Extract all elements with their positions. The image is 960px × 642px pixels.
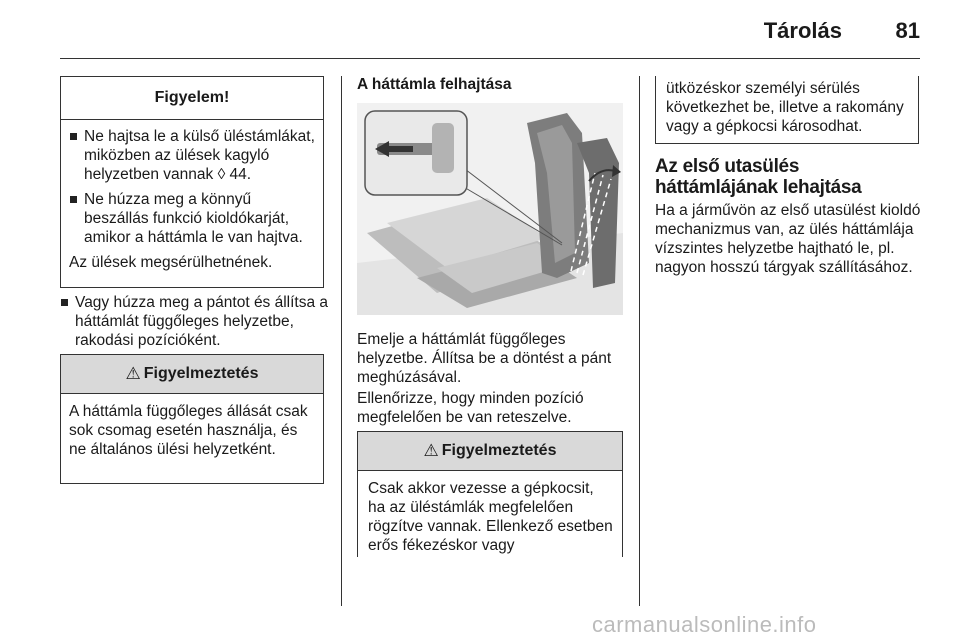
fold-front-seat-paragraph: Ha a járművön az első utasülést kioldó mechanizmus van, az ülés háttámlája vízszintes helyzetbe hajtható le, pl. nagyon hosszú tárgyak szállításához.	[655, 202, 921, 276]
attention-note: Az ülések megsérülhetnének.	[69, 254, 273, 271]
seat-illustration	[357, 103, 623, 315]
warning-box-1-title: Figyelmeztetés	[143, 365, 259, 382]
warning-triangle-icon: ⚠	[125, 364, 141, 383]
attention-box-title: Figyelem!	[61, 77, 323, 120]
warning-box-2-header	[358, 432, 622, 471]
warning-box-1-text: A háttámla függőleges állását csak sok csomag esetén használja, és ne általános ülési helyzetként.	[69, 403, 308, 458]
warning-box-2	[357, 431, 623, 557]
warning-box-2-title: Figyelmeztetés	[441, 442, 557, 459]
seat-illustration-svg	[357, 103, 623, 315]
raise-backrest-paragraph-1: Emelje a háttámlát függőleges helyzetbe. Állítsa be a döntést a pánt meghúzásával.	[357, 331, 612, 386]
raise-backrest-paragraph-2: Ellenőrizze, hogy minden pozíció megfelelően be van reteszelve.	[357, 390, 584, 426]
warning-triangle-icon: ⚠	[423, 441, 439, 460]
warning-box-2-text: Csak akkor vezesse a gépkocsit, ha az üléstámlák megfelelően rögzítve vannak. Ellenkező esetben erős fékezéskor vagy	[368, 480, 613, 554]
attention-box	[60, 76, 324, 288]
warning-box-2-continuation-text: ütközéskor személyi sérülés következhet be, illetve a rakomány vagy a gépkocsi károsodhat.	[666, 80, 904, 135]
column-divider-2	[639, 76, 640, 606]
attention-bullet-2: Ne húzza meg a könnyű beszállás funkció kioldókarját, amikor a háttámla le van hajtva.	[69, 190, 315, 247]
page-number: 81	[895, 18, 920, 43]
warning-box-1-header	[61, 355, 323, 394]
header-rule	[60, 58, 920, 59]
strap-bullet: Vagy húzza meg a pántot és állítsa a háttámlát függőleges helyzetbe, rakodási pozícióként.	[60, 293, 345, 350]
warning-box-1	[60, 354, 324, 484]
section-heading-raise-backrest: A háttámla felhajtása	[357, 76, 512, 93]
watermark: carmanualsonline.info	[592, 612, 817, 637]
page-header-title: Tárolás	[763, 18, 842, 43]
attention-bullet-1: Ne hajtsa le a külső üléstámlákat, miközben az ülések kagyló helyzetben vannak ◊ 44.	[69, 127, 315, 184]
warning-box-2-continuation	[655, 76, 919, 144]
section-heading-fold-front-seat: Az első utasülés háttámlájának lehajtása	[655, 156, 862, 198]
